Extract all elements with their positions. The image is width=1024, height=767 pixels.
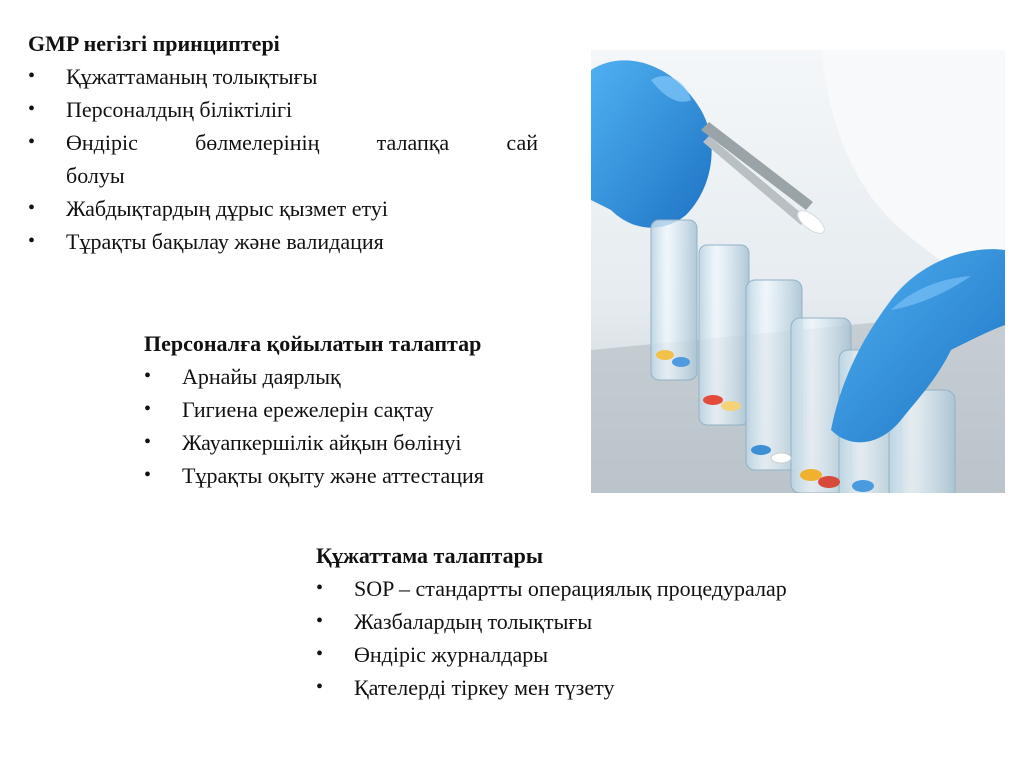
list-item: • Тұрақты бақылау және валидация [28, 225, 538, 258]
list-item: • Гигиена ережелерін сақтау [144, 393, 594, 426]
personnel-requirements-section [144, 328, 594, 492]
documentation-requirements-section [316, 540, 956, 704]
bullet-icon: • [144, 431, 152, 453]
bullet-icon: • [28, 131, 36, 153]
bullet-icon: • [316, 676, 324, 698]
bullet-icon: • [316, 610, 324, 632]
list-item: • Жазбалардың толықтығы [316, 605, 956, 638]
list-item: • Тұрақты оқыту және аттестация [144, 459, 594, 492]
bullet-icon: • [316, 643, 324, 665]
lab-photo [591, 50, 1005, 493]
bullet-icon: • [28, 98, 36, 120]
gmp-principles-list [28, 60, 538, 258]
list-item: • Өндіріс журналдары [316, 638, 956, 671]
list-item: • Арнайы даярлық [144, 360, 594, 393]
list-item: • Құжаттаманың толықтығы [28, 60, 538, 93]
personnel-requirements-list [144, 360, 594, 492]
gmp-principles-section [28, 28, 538, 258]
bullet-icon: • [316, 577, 324, 599]
bullet-icon: • [144, 365, 152, 387]
list-item: • Жауапкершілік айқын бөлінуі [144, 426, 594, 459]
list-item: • SOP – стандартты операциялық процедуралар [316, 572, 956, 605]
bullet-icon: • [28, 230, 36, 252]
personnel-requirements-title: Персоналға қойылатын талаптар [144, 331, 482, 356]
bullet-icon: • [28, 65, 36, 87]
list-item: • Персоналдың біліктілігі [28, 93, 538, 126]
documentation-requirements-title: Құжаттама талаптары [316, 543, 544, 568]
list-item: • Өндіріс бөлмелерінің талапқа сай болуы [28, 126, 538, 192]
list-item: • Қателерді тіркеу мен түзету [316, 671, 956, 704]
list-item: • Жабдықтардың дұрыс қызмет етуі [28, 192, 538, 225]
bullet-icon: • [28, 197, 36, 219]
bullet-icon: • [144, 398, 152, 420]
documentation-requirements-list [316, 572, 956, 704]
bullet-icon: • [144, 464, 152, 486]
gmp-principles-title: GMP негізгі принциптері [28, 31, 280, 56]
lab-photo-illustration [591, 50, 1005, 493]
